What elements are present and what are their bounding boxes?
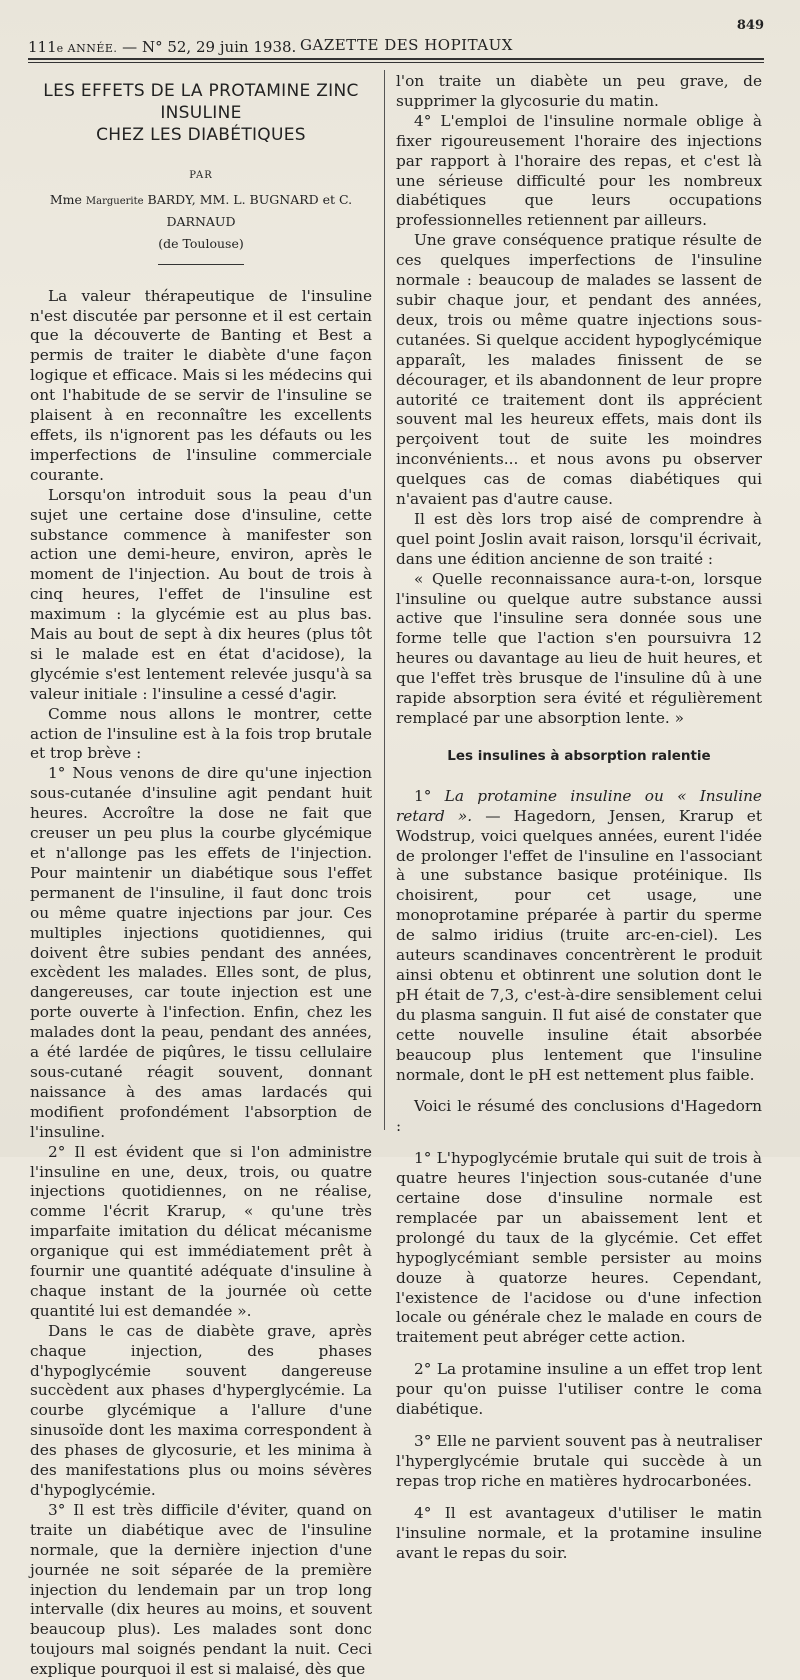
title-separator: [158, 264, 244, 265]
paragraph: Voici le résumé des conclusions d'Hagedorn :: [396, 1097, 762, 1136]
paragraph: Dans le cas de diabète grave, après chaque injection, des phases d'hypoglycémie souvent dangereuse succèdent aux phases d'hyperglycémie. La courbe glycémique a l'allure d'une sinusoïde dont les maxima correspondent à des phases de glycosurie, et les minima à des manifestations plus ou moins sévères d'hypoglycémie.: [30, 1321, 372, 1499]
paragraph: 4° L'emploi de l'insuline normale oblige à fixer rigoureusement l'horaire des injections par rapport à l'horaire des repas, et c'est là une sérieuse difficulté pour les nombreux diabétiques que leurs occupations professionnelles retiennent par ailleurs.: [396, 111, 762, 230]
title-line-1: LES EFFETS DE LA PROTAMINE ZINC INSULINE: [43, 81, 359, 123]
paragraph: 2° Il est évident que si l'on administre l'insuline en une, deux, trois, ou quatre injections quotidiennes, on ne réalise, comme l'écrit Krarup, « qu'une très imparfaite imitation du délicat mécanisme organique qui est immédiatement prêt à fournir une quantité adéquate d'insuline à chaque instant de la journée où cette quantité lui est demandée ».: [30, 1142, 372, 1320]
paragraph: 3° Il est très difficile d'éviter, quand on traite un diabétique avec de l'insuline normale, que la dernière injection d'une journée ne soit séparée de la première injection du lendemain par un trop long intervalle (dix heures au moins, et souvent beaucoup plus). Les malades sont donc toujours mal soignés pendant la nuit. Ceci explique pourquoi il est si malaisé, dès que: [30, 1500, 372, 1679]
page-header: [28, 6, 764, 62]
paragraph: l'on traite un diabète un peu grave, de supprimer la glycosurie du matin.: [396, 72, 762, 110]
left-column: [30, 72, 372, 1680]
column-divider: [384, 70, 385, 1130]
article-title: [30, 80, 372, 146]
journal-title: GAZETTE DES HOPITAUX: [300, 36, 513, 54]
paragraph: La valeur thérapeutique de l'insuline n'est discutée par personne et il est certain que la découverte de Banting et Best a permis de traiter le diabète d'une façon logique et efficace. Mais si les médecins qui ont l'habitude de se servir de l'insuline se plaisent à en reconnaître les excellents effets, ils n'ignorent pas les défauts ou les imperfections de l'insuline commerciale courante.: [30, 286, 372, 484]
quote-paragraph: « Quelle reconnaissance aura-t-on, lorsque l'insuline ou quelque autre substance aussi active que l'insuline sera donnée sous une forme telle que l'action s'en poursuivra 12 heures ou davantage au lieu de huit heures, et que l'effet très brusque de l'insuline dû à une rapide absorption sera évité et régulièrement remplacé par une absorption lente. »: [396, 569, 762, 727]
list-item: 3° Elle ne parvient souvent pas à neutraliser l'hyperglycémie brutale qui succède à un repas trop riche en matières hydrocarbonées.: [396, 1432, 762, 1490]
title-line-2: CHEZ LES DIABÉTIQUES: [96, 125, 306, 145]
issue-info: 111e ANNÉE. — N° 52, 29 juin 1938.: [28, 38, 297, 56]
right-column: [396, 72, 762, 1563]
list-item: 2° La protamine insuline a un effet trop lent pour qu'on puisse l'utiliser contre le coma diabétique.: [396, 1360, 762, 1419]
list-item: 4° Il est avantageux d'utiliser le matin l'insuline normale, et la protamine insuline avant le repas du soir.: [396, 1503, 762, 1562]
header-rule-thin: [28, 62, 764, 63]
authors: Mme Marguerite BARDY, MM. L. BUGNARD et C. DARNAUD: [49, 191, 353, 229]
paragraph: Une grave conséquence pratique résulte de ces quelques imperfections de l'insuline normale : beaucoup de malades se lassent de subir chaque jour, et pendant des années, deux, trois ou même quatre injections sous-cutanées. Si quelque accident hypoglycémique apparaît, les malades finissent de se décourager, et ils abandonnent de leur propre autorité ce traitement dont ils apprécient souvent mal les heureux effets, mais dont ils perçoivent tout de suite les moindres inconvénients... et nous avons pu observer quelques cas de comas diabétiques qui n'avaient pas d'autre cause.: [396, 231, 762, 509]
header-rule: [28, 58, 764, 60]
paragraph: Lorsqu'on introduit sous la peau d'un sujet une certaine dose d'insuline, cette substance commence à manifester son action une demi-heure, environ, après le moment de l'injection. Au bout de trois à cinq heures, l'effet de l'insuline est maximum : la glycémie est au plus bas. Mais au bout de sept à dix heures (plus tôt si le malade est en état d'acidose), la glycémie s'est lentement relevée jusqu'à sa valeur initiale : l'insuline a cessé d'agir.: [30, 485, 372, 703]
paragraph: Comme nous allons le montrer, cette action de l'insuline est à la fois trop brutale et trop brève :: [30, 704, 372, 763]
page-number: 849: [736, 18, 764, 33]
paragraph: 1° Nous venons de dire qu'une injection sous-cutanée d'insuline agit pendant huit heures. Accroître la dose ne fait que creuser un peu plus la courbe glycémique et n'allonge pas les effets de l'injection. Pour maintenir un diabétique sous l'effet permanent de l'insuline, il faut donc trois ou même quatre injections par jour. Ces multiples injections quotidiennes, qui doivent être subies pendant des années, excèdent les malades. Elles sont, de plus, dangereuses, car toute injection est une porte ouverte à l'infection. Enfin, chez les malades dont la peau, pendant des années, a été lardée de piqûres, le tissu cellulaire sous-cutané réagit souvent, donnant naissance à des amas lardacés qui modifient profondément l'absorption de l'insuline.: [30, 764, 372, 1141]
paragraph: Il est dès lors trop aisé de comprendre à quel point Joslin avait raison, lorsqu'il écrivait, dans une édition ancienne de son traité :: [396, 509, 762, 568]
affiliation: (de Toulouse): [158, 235, 244, 251]
paragraph: 1° La protamine insuline ou « Insuline retard ». — Hagedorn, Jensen, Krarup et Wodstrup, voici quelques années, eurent l'idée de prolonger l'effet de l'insuline en l'associant à une substance basique protéinique. Ils choisirent, pour cet usage, une monoprotamine préparée à partir du sperme de salmo iridius (truite arc-en-ciel). Les auteurs scandinaves concentrèrent le produit ainsi obtenu et obtinrent une solution dont le pH était de 7,3, c'est-à-dire sensiblement celui du plasma sanguin. Il fut aisé de constater que cette nouvelle insuline était absorbée beaucoup plus lentement que l'insuline normale, dont le pH est nettement plus faible.: [396, 786, 762, 1084]
list-item: 1° L'hypoglycémie brutale qui suit de trois à quatre heures l'injection sous-cutanée d'une certaine dose d'insuline normale est remplacée par un abaissement lent et prolongé du taux de la glycémie. Cet effet hypoglycémiant semble persister au moins douze à quatorze heures. Cependant, l'existence de l'acidose ou d'une infection locale ou générale chez le malade en cours de traitement peut abréger cette action.: [396, 1149, 762, 1347]
section-heading: Les insulines à absorption ralentie: [447, 747, 711, 764]
byline-par: PAR: [189, 170, 213, 181]
